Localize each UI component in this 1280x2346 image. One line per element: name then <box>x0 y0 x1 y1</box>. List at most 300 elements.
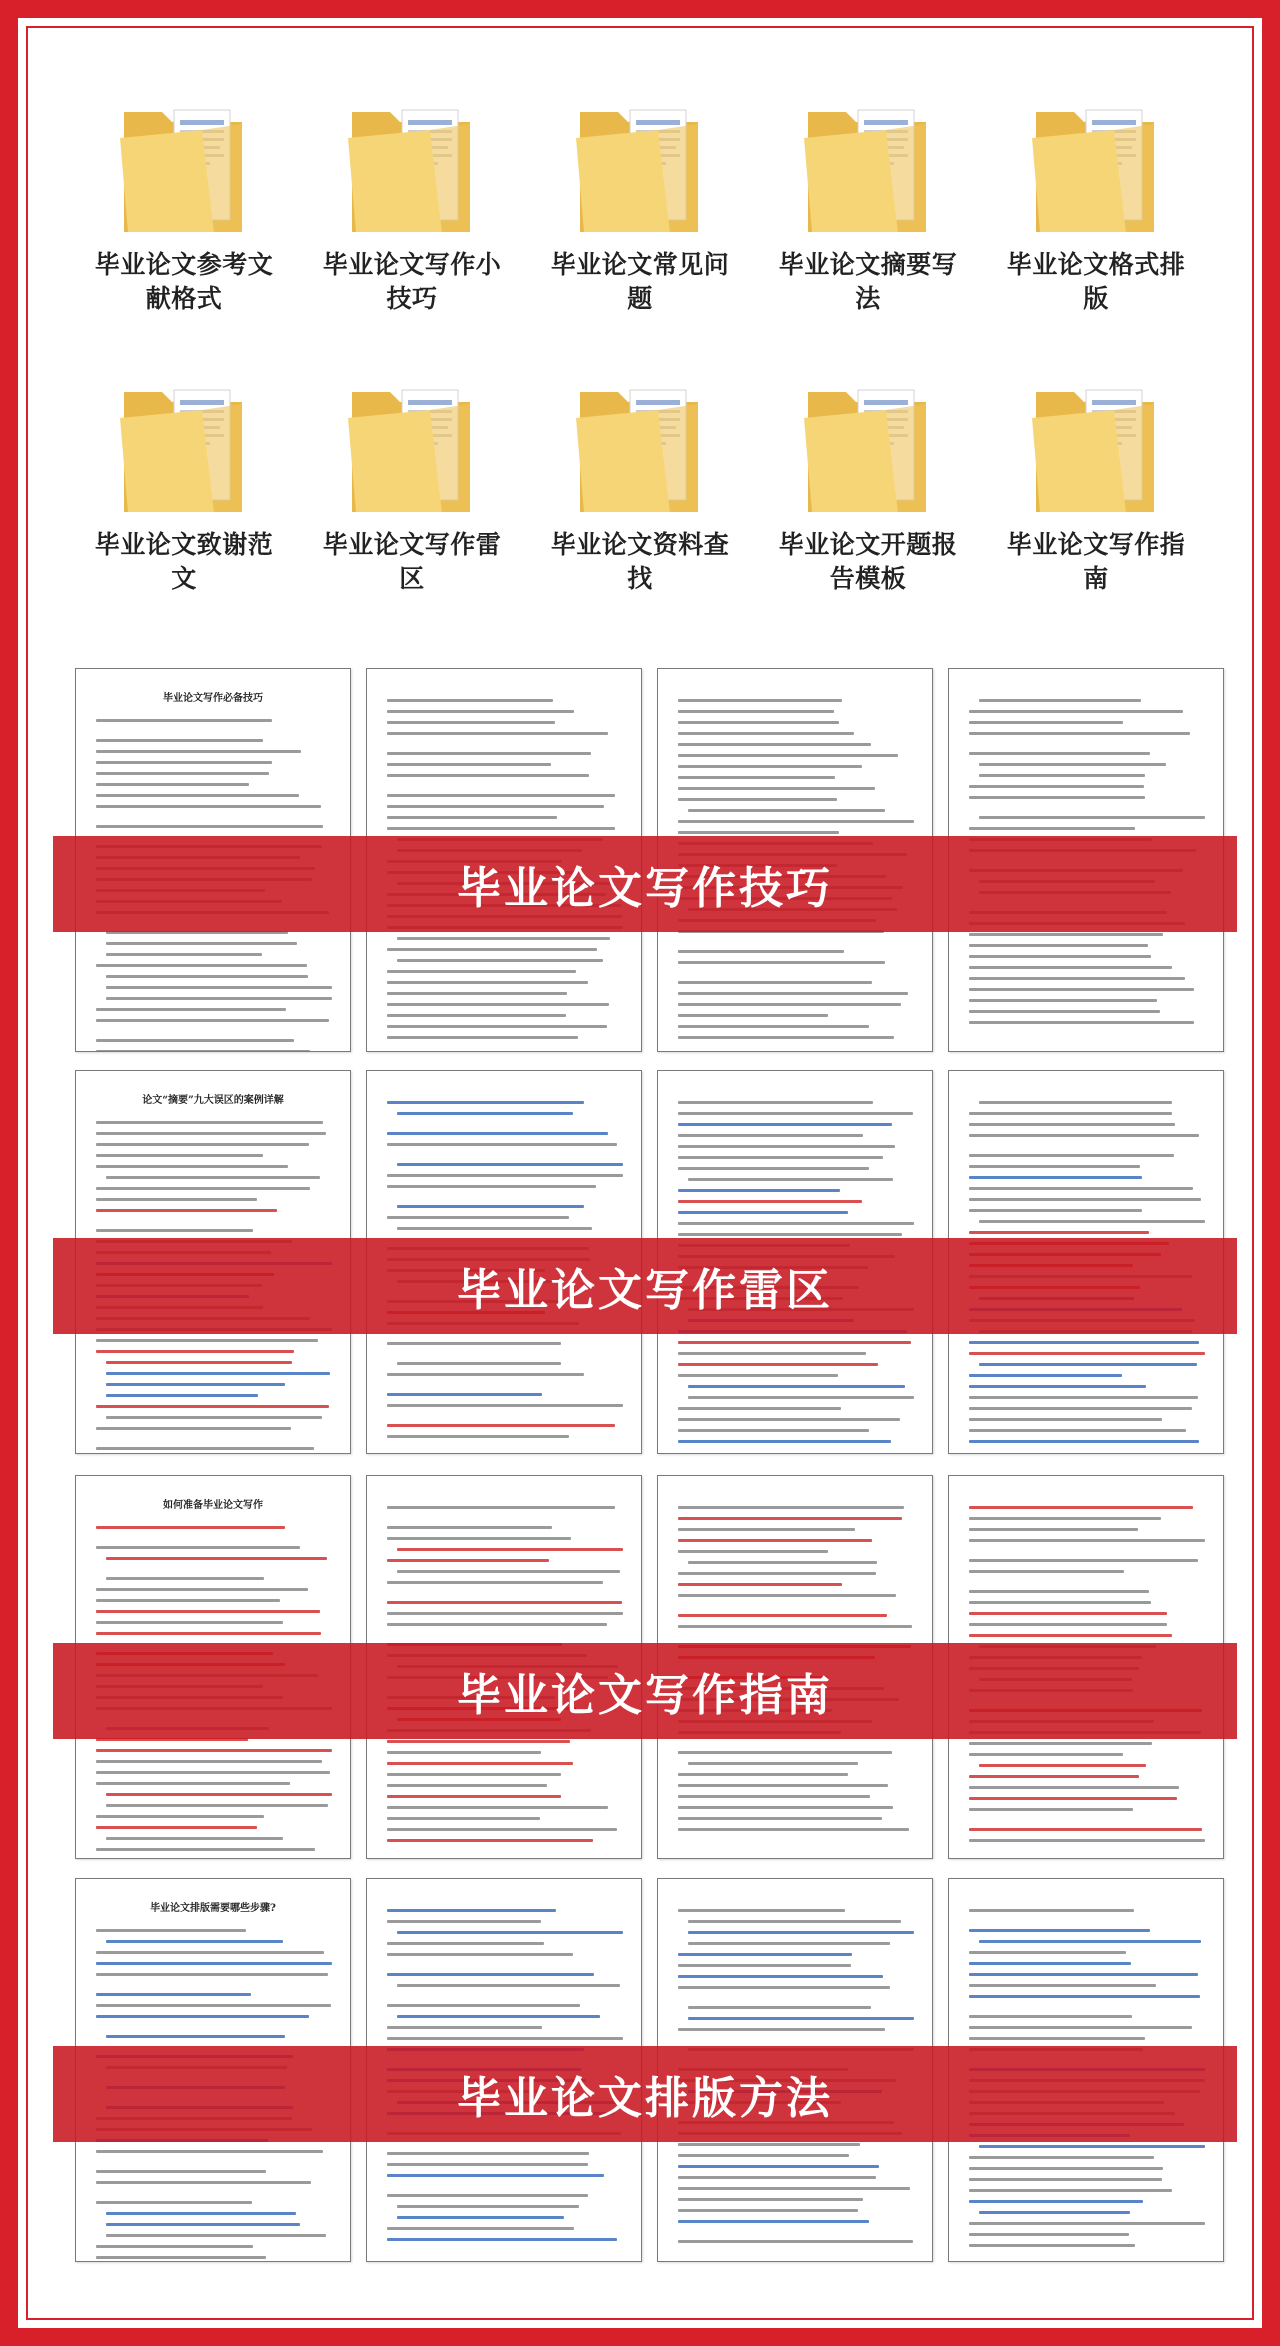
text-line <box>969 2026 1192 2029</box>
text-line <box>106 1577 264 1580</box>
text-line <box>96 2170 266 2173</box>
text-line <box>106 953 262 956</box>
text-line <box>678 743 871 746</box>
text-line <box>969 933 1163 936</box>
text-line <box>678 2220 869 2223</box>
document-preview-row <box>75 1475 1215 1859</box>
text-line <box>96 1209 277 1212</box>
folder-icon <box>798 90 938 240</box>
text-line <box>96 805 321 808</box>
banner-title: 毕业论文排版方法 <box>457 2073 833 2124</box>
text-line <box>387 1435 569 1438</box>
text-line <box>678 2187 910 2190</box>
text-line <box>106 1372 330 1375</box>
folder-item[interactable] <box>70 370 298 628</box>
text-line <box>397 2015 600 2018</box>
text-line <box>678 1517 902 1520</box>
text-line <box>969 1187 1193 1190</box>
text-line <box>969 1352 1205 1355</box>
text-line <box>387 1581 603 1584</box>
text-line <box>678 1806 893 1809</box>
text-line <box>678 2143 860 2146</box>
text-line <box>678 1156 883 1159</box>
text-line <box>979 1220 1205 1223</box>
folder-label: 毕业论文开题报告模板 <box>778 530 958 593</box>
text-line <box>96 1121 323 1124</box>
text-line <box>688 1385 905 1388</box>
folder-label: 毕业论文致谢范文 <box>94 530 274 593</box>
text-line <box>969 1839 1205 1842</box>
text-line <box>678 1583 842 1586</box>
text-line <box>969 2244 1135 2247</box>
folder-label: 毕业论文写作小技巧 <box>322 250 502 313</box>
text-line <box>387 2037 623 2040</box>
text-line <box>969 2156 1154 2159</box>
text-line <box>387 1185 596 1188</box>
text-line <box>387 1623 607 1626</box>
text-line <box>969 1134 1199 1137</box>
text-line <box>96 2256 266 2259</box>
text-line <box>688 2006 871 2009</box>
text-line <box>969 1909 1134 1912</box>
text-line <box>387 1795 561 1798</box>
text-line <box>969 944 1148 947</box>
text-line <box>678 710 834 713</box>
text-line <box>96 1198 257 1201</box>
text-line <box>969 2189 1172 2192</box>
text-line <box>969 1517 1161 1520</box>
text-line <box>678 1101 873 1104</box>
text-line <box>678 765 862 768</box>
text-line <box>678 2176 876 2179</box>
category-banner[interactable] <box>53 1238 1237 1334</box>
text-line <box>96 825 323 828</box>
text-line <box>969 1612 1167 1615</box>
text-line <box>387 710 574 713</box>
text-line <box>969 1995 1200 1998</box>
text-line <box>678 1363 878 1366</box>
folder-item[interactable] <box>754 370 982 628</box>
text-line <box>387 1174 623 1177</box>
text-line <box>688 1920 901 1923</box>
banner-title: 毕业论文写作技巧 <box>457 863 833 914</box>
document-preview-row <box>75 1070 1215 1454</box>
folder-label: 毕业论文写作雷区 <box>322 530 502 593</box>
text-line <box>969 785 1144 788</box>
text-line <box>387 1036 578 1039</box>
category-banner[interactable] <box>53 1643 1237 1739</box>
text-line <box>678 1167 869 1170</box>
text-line <box>96 2201 252 2204</box>
text-line <box>106 2223 300 2226</box>
text-line <box>678 1817 882 1820</box>
text-line <box>397 1112 573 1115</box>
text-line <box>678 1145 895 1148</box>
text-line <box>106 2035 285 2038</box>
text-line <box>969 1539 1205 1542</box>
text-line <box>979 763 1166 766</box>
text-line <box>96 1229 253 1232</box>
text-line <box>678 1440 891 1443</box>
text-line <box>969 1506 1193 1509</box>
text-line <box>106 1361 292 1364</box>
text-line <box>979 2145 1205 2148</box>
text-line <box>969 1808 1133 1811</box>
folder-item[interactable] <box>526 370 754 628</box>
document-title: 毕业论文排版需要哪些步骤? <box>150 1903 276 1914</box>
text-line <box>96 750 301 753</box>
folder-icon <box>1026 90 1166 240</box>
text-line <box>96 1973 328 1976</box>
text-line <box>678 1751 892 1754</box>
text-line <box>96 1187 310 1190</box>
text-line <box>96 1447 314 1450</box>
text-line <box>387 1373 584 1376</box>
text-line <box>678 1200 862 1203</box>
text-line <box>397 959 603 962</box>
text-line <box>96 1008 286 1011</box>
text-line <box>688 1396 914 1399</box>
text-line <box>969 1341 1199 1344</box>
text-line <box>969 999 1157 1002</box>
text-line <box>96 1588 308 1591</box>
text-line <box>387 1762 573 1765</box>
text-line <box>387 1393 542 1396</box>
text-line <box>96 1621 283 1624</box>
text-line <box>387 1003 609 1006</box>
text-line <box>387 2174 604 2177</box>
document-title: 如何准备毕业论文写作 <box>163 1500 263 1511</box>
folder-label: 毕业论文资料查找 <box>550 530 730 593</box>
text-line <box>969 827 1135 830</box>
text-line <box>397 1570 620 1573</box>
text-line <box>387 1537 571 1540</box>
text-line <box>678 1014 828 1017</box>
text-line <box>387 763 551 766</box>
text-line <box>106 1940 283 1943</box>
text-line <box>397 2216 564 2219</box>
text-line <box>387 1025 607 1028</box>
text-line <box>969 1570 1124 1573</box>
text-line <box>387 1506 615 1509</box>
text-line <box>96 2181 311 2184</box>
text-line <box>387 1342 561 1345</box>
text-line <box>96 794 299 797</box>
document-preview-row <box>75 1878 1215 2262</box>
text-line <box>969 710 1183 713</box>
folder-item[interactable] <box>526 90 754 348</box>
text-line <box>387 1526 552 1529</box>
text-line <box>969 1601 1151 1604</box>
text-line <box>969 1559 1198 1562</box>
folder-icon <box>798 370 938 520</box>
text-line <box>678 1909 845 1912</box>
text-line <box>96 1951 324 1954</box>
text-line <box>96 1771 330 1774</box>
text-line <box>969 1797 1177 1800</box>
text-line <box>969 1418 1162 1421</box>
text-line <box>969 1828 1202 1831</box>
folder-icon <box>570 90 710 240</box>
text-line <box>969 955 1151 958</box>
text-line <box>96 1019 329 1022</box>
text-line <box>979 2211 1130 2214</box>
text-line <box>969 2200 1143 2203</box>
text-line <box>678 1123 892 1126</box>
folder-item[interactable] <box>982 370 1210 628</box>
text-line <box>96 1154 263 1157</box>
text-line <box>387 1773 561 1776</box>
folder-label: 毕业论文常见问题 <box>550 250 730 313</box>
text-line <box>969 1010 1160 1013</box>
text-line <box>969 1396 1198 1399</box>
folder-icon <box>342 370 482 520</box>
text-line <box>387 1014 566 1017</box>
text-line <box>96 1339 318 1342</box>
text-line <box>96 1427 291 1430</box>
text-line <box>969 1634 1172 1637</box>
text-line <box>678 1539 872 1542</box>
text-line <box>678 699 842 702</box>
folder-icon <box>114 90 254 240</box>
text-line <box>96 1039 294 1042</box>
text-line <box>106 1804 328 1807</box>
text-line <box>96 1350 294 1353</box>
text-line <box>678 1986 890 1989</box>
text-line <box>387 1740 570 1743</box>
text-line <box>96 1143 309 1146</box>
text-line <box>678 2198 863 2201</box>
text-line <box>96 1165 288 1168</box>
document-title: 论文“摘要”九大误区的案例详解 <box>142 1095 284 1106</box>
folder-icon <box>1026 370 1166 520</box>
text-line <box>969 966 1172 969</box>
text-line <box>387 1784 547 1787</box>
text-line <box>969 1984 1156 1987</box>
text-line <box>96 783 249 786</box>
text-line <box>387 2194 588 2197</box>
text-line <box>678 831 839 834</box>
text-line <box>969 732 1190 735</box>
folder-icon <box>570 370 710 520</box>
folder-label: 毕业论文格式排版 <box>1006 250 1186 313</box>
text-line <box>678 981 872 984</box>
text-line <box>678 1003 901 1006</box>
text-line <box>969 1429 1186 1432</box>
text-line <box>96 1782 290 1785</box>
text-line <box>979 1101 1172 1104</box>
text-line <box>678 820 914 823</box>
text-line <box>387 1839 593 1842</box>
text-line <box>96 739 263 742</box>
text-line <box>678 787 875 790</box>
text-line <box>688 1561 877 1564</box>
text-line <box>96 1599 280 1602</box>
text-line <box>96 1132 326 1135</box>
text-line <box>96 1826 257 1829</box>
text-line <box>678 2165 879 2168</box>
text-line <box>106 1837 283 1840</box>
text-line <box>678 1374 838 1377</box>
text-line <box>969 1407 1192 1410</box>
text-line <box>969 1176 1142 1179</box>
text-line <box>397 1931 623 1934</box>
text-line <box>688 1931 914 1934</box>
text-line <box>106 942 297 945</box>
text-line <box>678 2154 849 2157</box>
text-line <box>969 1123 1175 1126</box>
text-line <box>397 1227 592 1230</box>
text-line <box>96 1610 320 1613</box>
text-line <box>106 1793 332 1796</box>
text-line <box>387 699 553 702</box>
text-line <box>969 1021 1194 1024</box>
text-line <box>387 1101 584 1104</box>
text-line <box>969 1590 1149 1593</box>
text-line <box>96 2015 309 2018</box>
text-line <box>969 1440 1199 1443</box>
folder-item[interactable] <box>982 90 1210 348</box>
folder-item[interactable] <box>298 370 526 628</box>
category-banner[interactable] <box>53 836 1237 932</box>
text-line <box>678 2209 858 2212</box>
text-line <box>387 1909 556 1912</box>
text-line <box>387 752 591 755</box>
text-line <box>969 1962 1131 1965</box>
text-line <box>969 796 1145 799</box>
folder-item[interactable] <box>70 90 298 348</box>
folder-label: 毕业论文参考文献格式 <box>94 250 274 313</box>
text-line <box>387 981 588 984</box>
text-line <box>387 1132 608 1135</box>
text-line <box>96 1405 329 1408</box>
text-line <box>387 1953 573 1956</box>
text-line <box>969 988 1194 991</box>
text-line <box>387 2163 588 2166</box>
text-line <box>96 1993 251 1996</box>
text-line <box>106 1416 322 1419</box>
banner-title: 毕业论文写作指南 <box>457 1670 833 1721</box>
text-line <box>387 1612 623 1615</box>
text-line <box>96 1760 322 1763</box>
text-line <box>678 1506 904 1509</box>
text-line <box>979 699 1141 702</box>
text-line <box>969 1973 1198 1976</box>
text-line <box>678 1407 841 1410</box>
text-line <box>678 1112 913 1115</box>
document-title: 毕业论文写作必备技巧 <box>163 693 263 704</box>
text-line <box>96 1526 285 1529</box>
text-line <box>969 1198 1201 1201</box>
text-line <box>96 1962 332 1965</box>
text-line <box>688 1178 893 1181</box>
text-line <box>96 1632 321 1635</box>
text-line <box>397 1984 620 1987</box>
text-line <box>387 1817 540 1820</box>
text-line <box>106 1557 327 1560</box>
text-line <box>969 2167 1163 2170</box>
text-line <box>387 721 555 724</box>
text-line <box>678 1964 851 1967</box>
folder-item[interactable] <box>298 90 526 348</box>
text-line <box>678 1134 863 1137</box>
text-line <box>678 1189 840 1192</box>
text-line <box>678 1222 914 1225</box>
text-line <box>387 1806 608 1809</box>
text-line <box>96 2245 253 2248</box>
text-line <box>106 986 332 989</box>
text-line <box>678 2240 913 2243</box>
text-line <box>678 754 898 757</box>
text-line <box>96 964 307 967</box>
text-line <box>387 774 589 777</box>
text-line <box>387 1973 594 1976</box>
text-line <box>969 1951 1126 1954</box>
text-line <box>969 1231 1149 1234</box>
text-line <box>387 805 604 808</box>
text-line <box>387 992 567 995</box>
text-line <box>387 2026 542 2029</box>
text-line <box>688 2017 914 2020</box>
folder-item[interactable] <box>754 90 982 348</box>
text-line <box>678 1211 848 1214</box>
text-line <box>969 2233 1129 2236</box>
text-line <box>969 2178 1162 2181</box>
text-line <box>678 1828 909 1831</box>
text-line <box>678 1953 852 1956</box>
text-line <box>979 1940 1201 1943</box>
folder-icon <box>342 90 482 240</box>
text-line <box>96 2150 323 2153</box>
text-line <box>387 732 608 735</box>
text-line <box>678 1025 869 1028</box>
text-line <box>387 816 557 819</box>
text-line <box>387 1404 623 1407</box>
text-line <box>106 975 308 978</box>
text-line <box>387 1920 541 1923</box>
folder-icon <box>114 370 254 520</box>
text-line <box>387 2238 617 2241</box>
text-line <box>106 2234 326 2237</box>
text-line <box>678 1233 902 1236</box>
text-line <box>969 721 1123 724</box>
text-line <box>678 1773 848 1776</box>
text-line <box>678 1418 900 1421</box>
text-line <box>397 1163 623 1166</box>
text-line <box>387 1751 541 1754</box>
text-line <box>678 1036 894 1039</box>
text-line <box>969 1742 1152 1745</box>
text-line <box>969 2015 1132 2018</box>
text-line <box>96 1848 315 1851</box>
text-line <box>678 1625 912 1628</box>
text-line <box>678 1341 911 1344</box>
text-line <box>678 1550 828 1553</box>
text-line <box>96 1749 332 1752</box>
text-line <box>387 1559 549 1562</box>
text-line <box>969 752 1150 755</box>
text-line <box>678 732 854 735</box>
text-line <box>688 1942 890 1945</box>
text-line <box>96 2004 331 2007</box>
text-line <box>969 1528 1138 1531</box>
text-line <box>969 1929 1150 1932</box>
text-line <box>969 2037 1145 2040</box>
text-line <box>678 1528 855 1531</box>
text-line <box>397 2205 579 2208</box>
text-line <box>387 2152 589 2155</box>
category-banner[interactable] <box>53 2046 1237 2142</box>
